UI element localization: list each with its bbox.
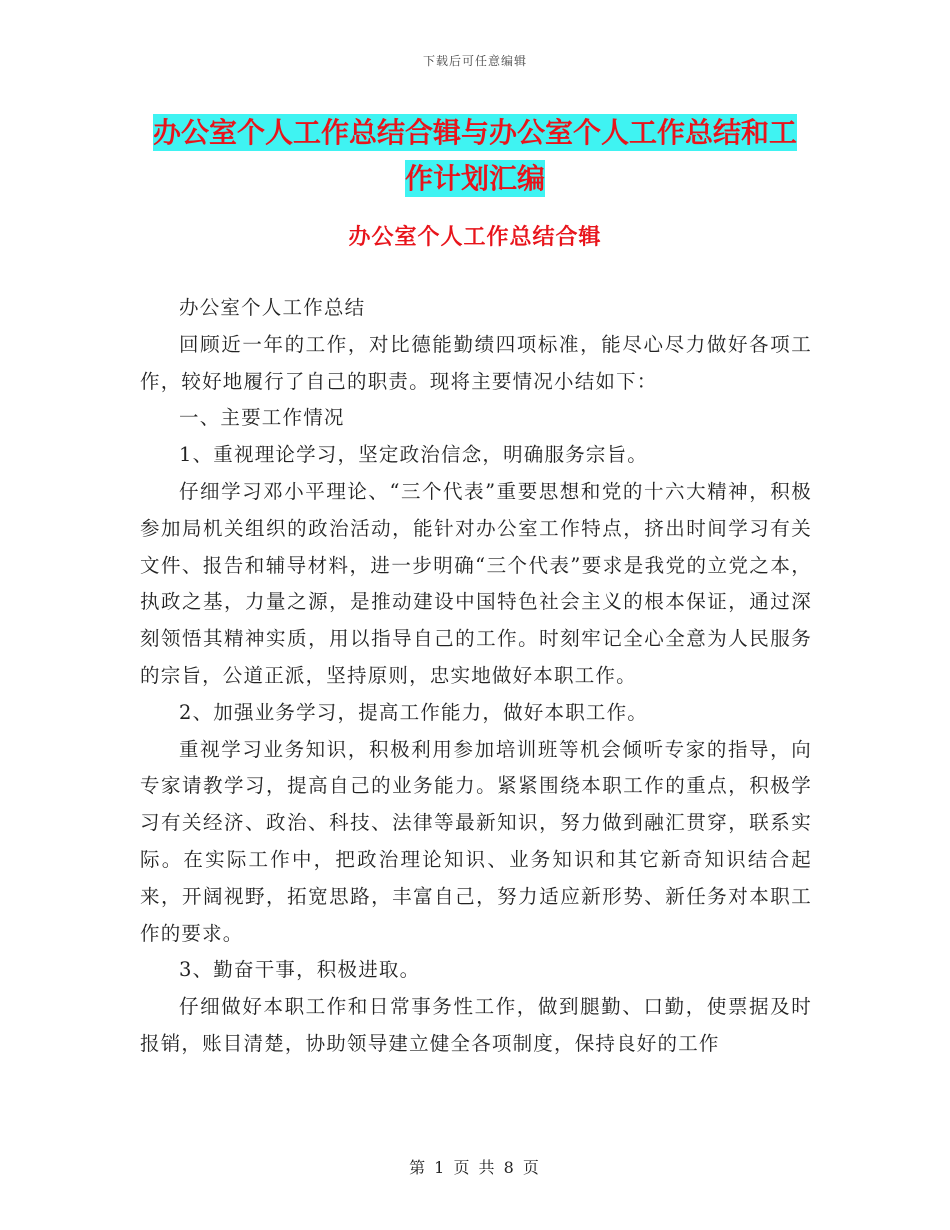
document-title	[140, 110, 810, 202]
document-body	[140, 290, 812, 1063]
paragraph-heading-main-work: 一、主要工作情况	[179, 406, 345, 430]
document-title-line-2: 作计划汇编	[404, 162, 545, 195]
paragraph-item-1-body: 仔细学习邓小平理论、“三个代表”重要思想和党的十六大精神，积极参加局机关组织的政治活动，能针对办公室工作特点，挤出时间学习有关文件、报告和辅导材料，进一步明确“三个代表”要求是我党的立党之本，执政之基，力量之源，是推动建设中国特色社会主义的根本保证，通过深刻领悟其精神实质，用以指导自己的工作。时刻牢记全心全意为人民服务的宗旨，公道正派，坚持原则，忠实地做好本职工作。	[140, 479, 812, 687]
paragraph-intro: 回顾近一年的工作，对比德能勤绩四项标准，能尽心尽力做好各项工作，较好地履行了自己的职责。现将主要情况小结如下：	[140, 332, 812, 393]
paragraph-item-2-body: 重视学习业务知识，积极利用参加培训班等机会倾听专家的指导，向专家请教学习，提高自己的业务能力。紧紧围绕本职工作的重点，积极学习有关经济、政治、科技、法律等最新知识，努力做到融汇贯穿，联系实际。在实际工作中，把政治理论知识、业务知识和其它新奇知识结合起来，开阔视野，拓宽思路，丰富自己，努力适应新形势、新任务对本职工作的要求。	[140, 737, 812, 945]
paragraph-item-1-heading: 1、重视理论学习，坚定政治信念，明确服务宗旨。	[179, 443, 649, 467]
paragraph-item-3-heading: 3、勤奋干事，积极进取。	[179, 958, 421, 982]
paragraph-item-3-body: 仔细做好本职工作和日常事务性工作，做到腿勤、口勤，使票据及时报销，账目清楚，协助领导建立健全各项制度，保持良好的工作	[140, 995, 812, 1055]
paragraph-subtitle: 办公室个人工作总结	[179, 296, 366, 319]
document-title-line-1: 办公室个人工作总结合辑与办公室个人工作总结和工	[152, 116, 797, 149]
page-number: 第 1 页 共 8 页	[409, 1158, 541, 1177]
section-title: 办公室个人工作总结合辑	[348, 225, 602, 250]
page-header: 下载后可任意编辑	[422, 54, 527, 68]
paragraph-item-2-heading: 2、加强业务学习，提高工作能力，做好本职工作。	[179, 700, 649, 724]
